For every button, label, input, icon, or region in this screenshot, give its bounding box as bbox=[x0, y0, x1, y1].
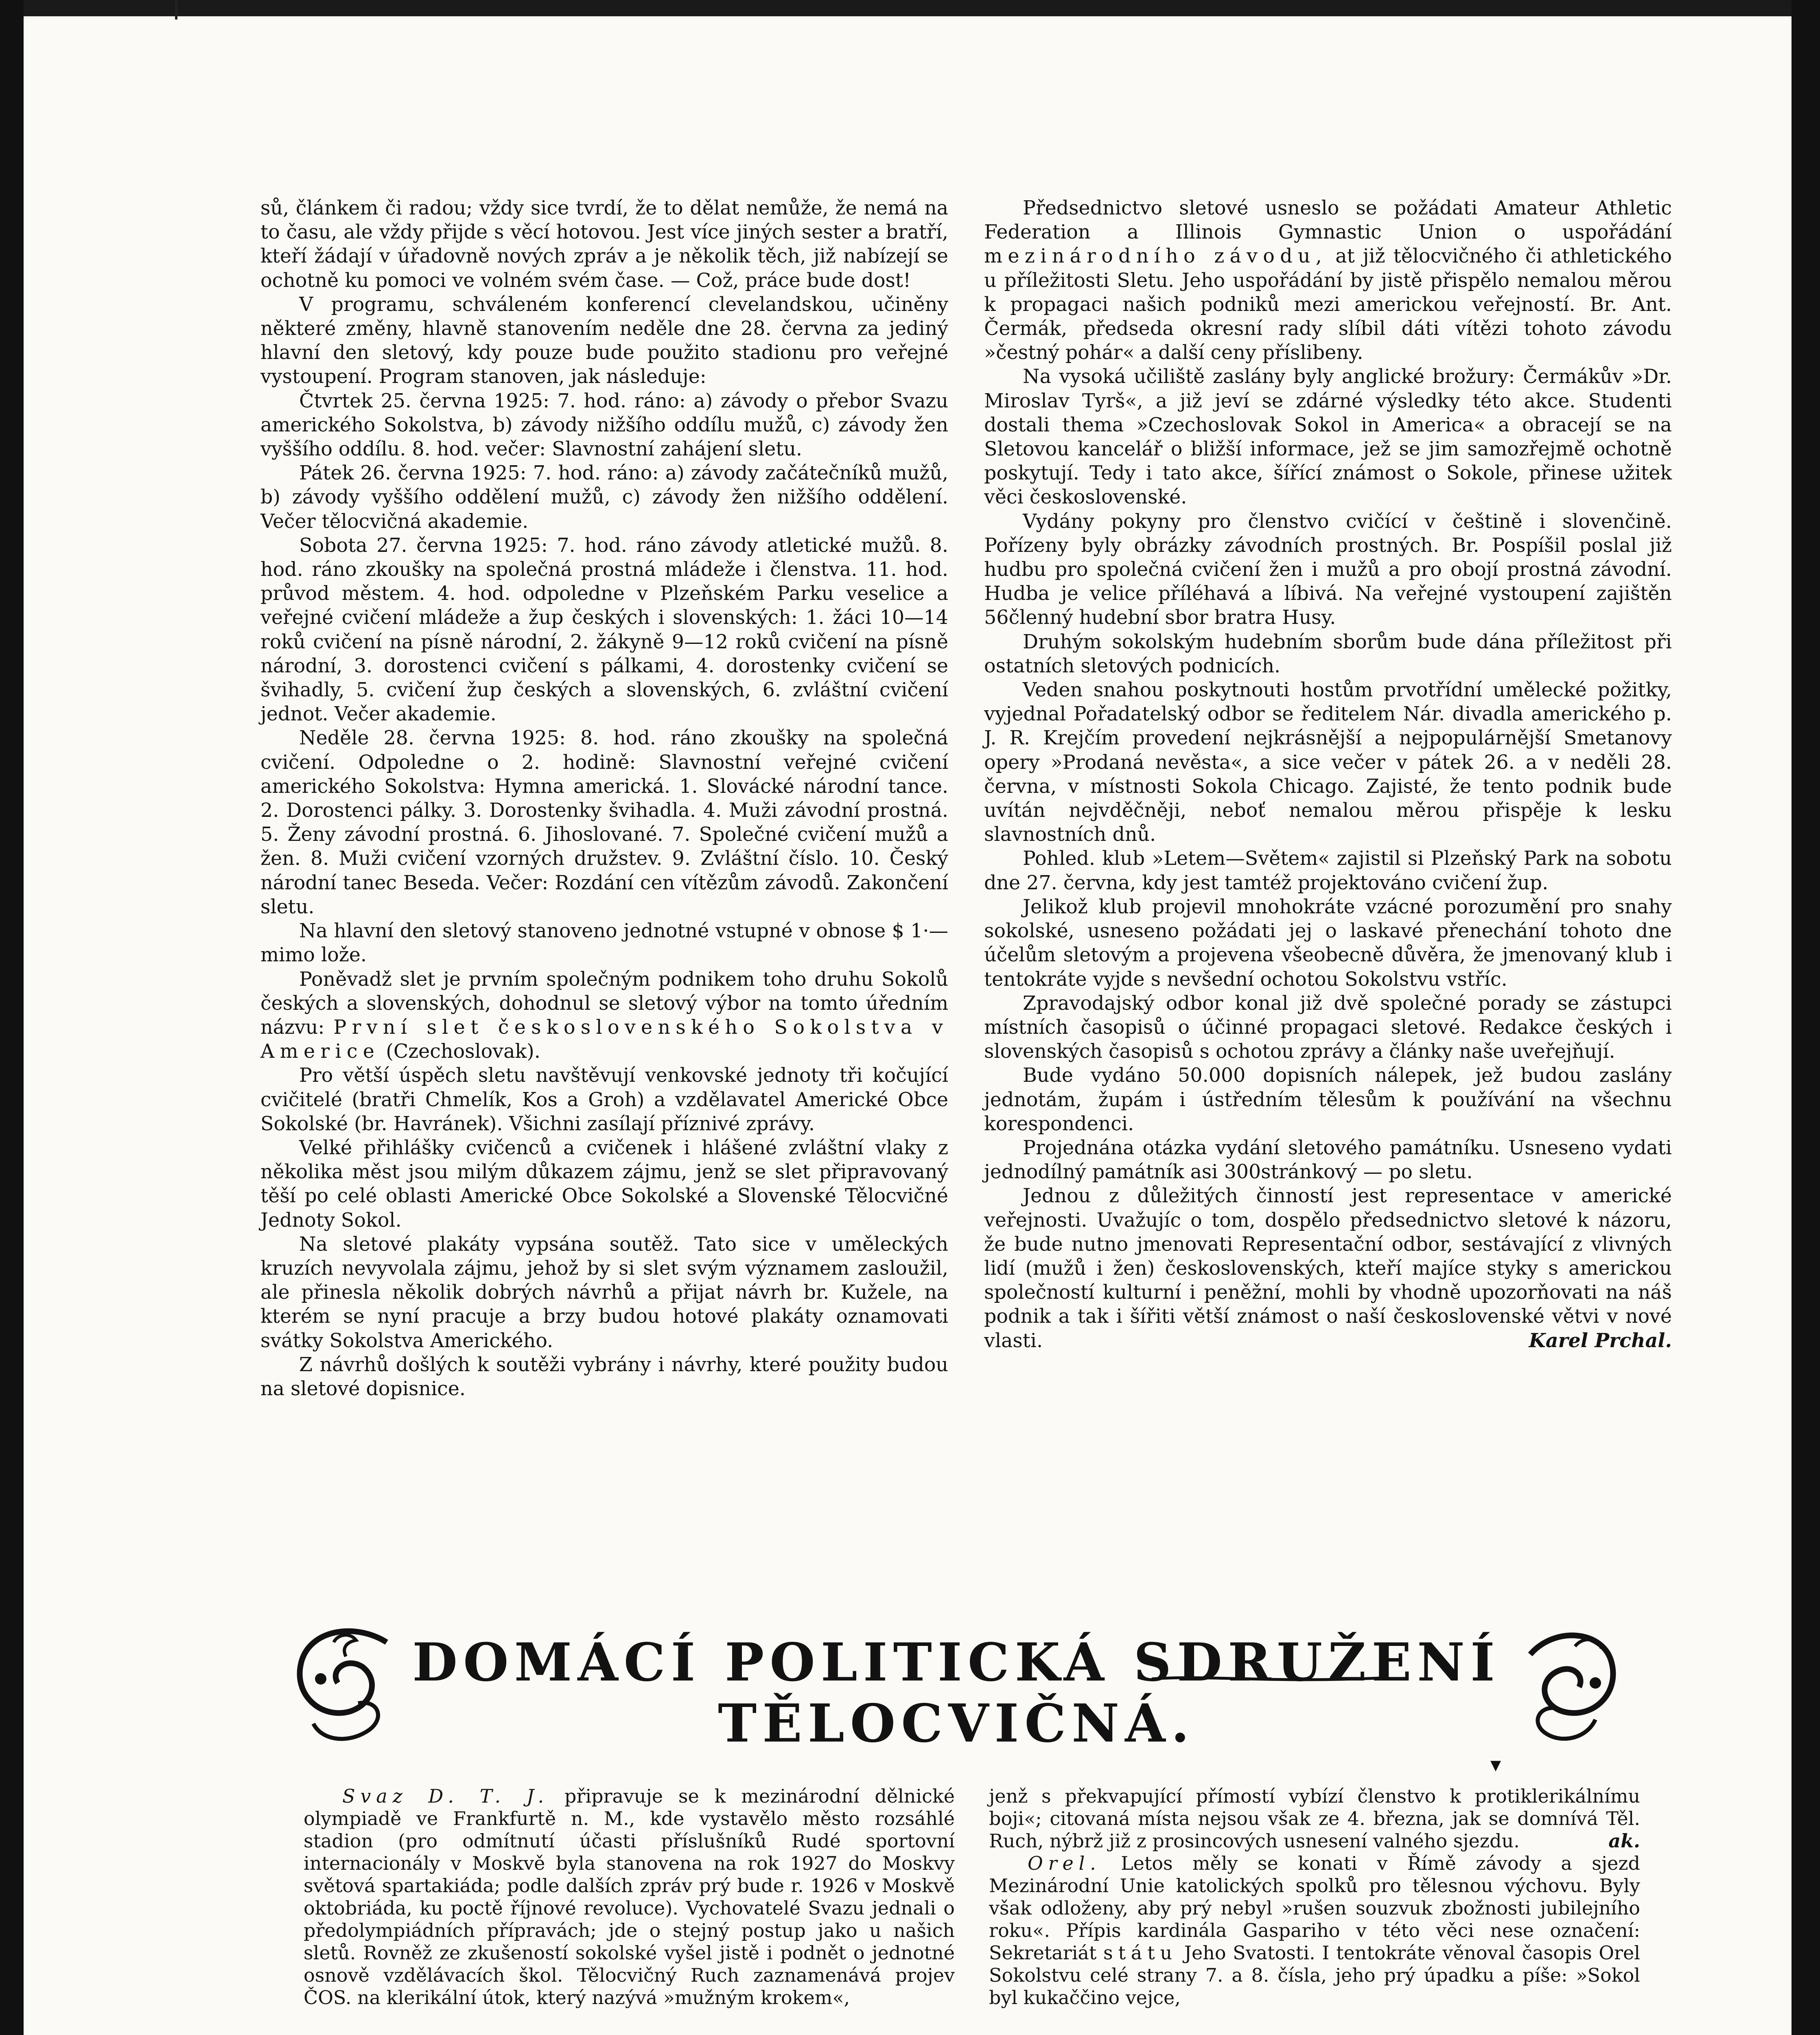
section-marker-icon: ▾ bbox=[1490, 1753, 1501, 1777]
heading-line-1: DOMÁCÍ POLITICKÁ SDRUŽENÍ bbox=[412, 1632, 1501, 1693]
paragraph-text: Jednou z důležitých činností jest representace v americké veřejnosti. Uvažujíc o tom, dospělo předsednictvo sletové k názoru, že bude nutno jmenovati Representační odbor, sestávající z vlivných lidí (mužů i žen) československých, kteří majíce styky s americkou společností kulturní i peněžní, mohli by vhodně upozorňovati na náš podnik a tak i šířiti větší známost o naší československé větvi v nové vlasti. bbox=[984, 1185, 1672, 1352]
paragraph: Pro větší úspěch sletu navštěvují venkovské jednoty tři kočující cvičitelé (bratři Chmelík, Kos a Groh) a vzdělavatel Americké Obce Sokolské (br. Havránek). Všichni zasílají příznivé zprávy. bbox=[260, 1064, 948, 1135]
paragraph-continued bbox=[989, 1785, 1640, 1852]
paragraph-svaz bbox=[304, 1785, 955, 2009]
paragraph-official-name bbox=[260, 967, 948, 1064]
top-left-column bbox=[260, 196, 948, 1401]
paragraph: Pohled. klub »Letem—Světem« zajistil si Plzeňský Park na sobotu dne 27. června, kdy jest tamtéž projektováno cvičení žup. bbox=[984, 847, 1672, 894]
bottom-left-column bbox=[304, 1785, 955, 2009]
scan-border-top bbox=[0, 0, 1820, 16]
heading-rule bbox=[1152, 1675, 1380, 1683]
author-signature: Karel Prchal. bbox=[1529, 1329, 1672, 1352]
paragraph: Na hlavní den sletový stanoveno jednotné vstupné v obnose $ 1·— mimo lože. bbox=[260, 920, 948, 967]
paragraph: Sobota 27. června 1925: 7. hod. ráno závody atletické mužů. 8. hod. ráno zkoušky na společná prostná mládeže i členstva. 11. hod. průvod městem. 4. hod. odpoledne v Plzeňském Parku veselice a veřejné cvičení mládeže a žup českých i slovenských: 1. žáci 10—14 roků cvičení na písně národní, 2. žákyně 9—12 roků cvičení na písně národní, 3. dorostenci cvičení s pálkami, 4. dorostenky cvičení se švihadly, 5. cvičení žup českých a slovenských, 6. zvláštní cvičení jednot. Večer akademie. bbox=[260, 534, 948, 726]
heading-line-2: TĚLOCVIČNÁ. bbox=[718, 1693, 1195, 1754]
paragraph: Druhým sokolským hudebním sborům bude dána příležitost při ostatních sletových podnicích. bbox=[984, 630, 1672, 677]
crop-mark bbox=[175, 0, 177, 20]
scan-border-right bbox=[1792, 0, 1820, 2035]
paragraph-text: Jeho Svatosti. I tentokráte věnoval časopis Orel Sokolstvu celé strany 7. a 8. čísla, jeho prý úpadku a píše: »Sokol byl kukaččino vejce, bbox=[989, 1942, 1640, 2009]
spaced-term: státu bbox=[1103, 1942, 1177, 1964]
paragraph: Z návrhů došlých k soutěži vybrány i návrhy, které použity budou na sletové dopisnice. bbox=[260, 1353, 948, 1400]
paragraph-last bbox=[984, 1184, 1672, 1352]
paragraph-text: Poněvadž slet je prvním společným podnikem toho druhu Sokolů českých a slovenských, dohodnul se sletový výbor na tomto úředním názvu: bbox=[260, 968, 948, 1039]
organization-name: Svaz D. T. J. bbox=[342, 1785, 549, 1807]
section-heading bbox=[285, 1618, 1628, 1752]
paragraph: Velké přihlášky cvičenců a cvičenek i hlášené zvláštní vlaky z několika měst jsou milým důkazem zájmu, jenž se slet připravovaný těší po celé oblasti Americké Obce Sokolské a Slovenské Tělocvičné Jednoty Sokol. bbox=[260, 1136, 948, 1232]
paragraph: Projednána otázka vydání sletového památníku. Usneseno vydati jednodílný památník asi 300stránkový — po sletu. bbox=[984, 1136, 1672, 1184]
paragraph-text: jenž s překvapující přímostí vybízí členstvo k protiklerikálnímu boji«; citovaná místa nejsou však ze 4. března, jak se domnívá Těl. Ruch, nýbrž již z prosincových usnesení valného sjezdu. bbox=[989, 1785, 1640, 1852]
paragraph-text: Předsednictvo sletové usneslo se požádati Amateur Athletic Federation a Illinois Gymnastic Union o uspořádání bbox=[984, 197, 1672, 244]
paragraph: sů, článkem či radou; vždy sice tvrdí, že to dělat nemůže, že nemá na to času, ale vždy přijde s věcí hotovou. Jest více jiných sester a bratří, kteří žádají v úřadovně nových zpráv a je několik těch, již nabízejí se ochotně ku pomoci ve volném svém čase. — Což, práce bude dost! bbox=[260, 197, 948, 292]
paragraph-text: připravuje se k mezinárodní dělnické olympiadě ve Frankfurtě n. M., kde vystavělo město rozsáhlé stadion (pro odmítnutí účasti příslušníků Rudé sportovní internacionály v Moskvě byla stanovena na rok 1927 do Moskvy světová spartakiáda; podle dalších zpráv prý bude r. 1926 v Moskvě oktobriáda, ku poctě říjnové revoluce). Vychovatelé Svazu jednali o předolympiádních přípravách; jde o stejný postup jako u našich sletů. Rovněž ze zkušeností sokolské vyšel jistě i podnět o jednotné osnově vzdělávacích škol. Tělocvičný Ruch zaznamenává projev ČOS. na klerikální útok, který nazývá »mužným krokem«, bbox=[304, 1785, 955, 2009]
paragraph: V programu, schváleném konferencí clevelandskou, učiněny některé změny, hlavně stanovením neděle dne 28. června za jediný hlavní den sletový, kdy pouze bude použito stadionu pro veřejné vystoupení. Program stanoven, jak následuje: bbox=[260, 293, 948, 388]
paragraph: Vydány pokyny pro členstvo cvičící v češtině i slovenčině. Pořízeny byly obrázky závodních prostných. Br. Pospíšil poslal již hudbu pro společná cvičení žen i mužů a pro obojí prostná závodní. Hudba je velice příléhavá a líbivá. Na veřejné vystoupení zajištěn 56členný hudební sbor bratra Husy. bbox=[984, 510, 1672, 629]
official-name-suffix: (Czechoslovak). bbox=[386, 1040, 540, 1063]
paragraph: Zpravodajský odbor konal již dvě společné porady se zástupci místních časopisů o účinné propagaci sletové. Redakce českých i slovenských časopisů s ochotou zprávy a články naše uveřejňují. bbox=[984, 992, 1672, 1063]
paragraph: Neděle 28. června 1925: 8. hod. ráno zkoušky na společná cvičení. Odpoledne o 2. hodině: Slavnostní veřejné cvičení amerického Sokolstva: Hymna americká. 1. Slovácké národní tance. 2. Dorostenci pálky. 3. Dorostenky švihadla. 4. Muži závodní prostná. 5. Ženy závodní prostná. 6. Jihoslované. 7. Společné cvičení mužů a žen. 8. Muži cvičení vzorných družstev. 9. Zvláštní číslo. 10. Český národní tanec Beseda. Večer: Rozdání cen vítězům závodů. Zakončení sletu. bbox=[260, 727, 948, 918]
paragraph: Bude vydáno 50.000 dopisních nálepek, jež budou zaslány jednotám, župám i ústředním tělesům k používání na všechnu korespondenci. bbox=[984, 1064, 1672, 1135]
paragraph: Veden snahou poskytnouti hostům prvotřídní umělecké požitky, vyjednal Pořadatelský odbor se ředitelem Nár. divadla amerického p. J. R. Krejčím provedení nejkrásnější a nejpopulárnější Smetanovy opery »Prodaná nevěsta«, a sice večer v pátek 26. a v neděli 28. června, v místnosti Sokola Chicago. Zajisté, že tento podnik bude uvítán nejvděčněji, neboť nemalou měrou přispěje k lesku slavnostních dnů. bbox=[984, 679, 1672, 846]
bottom-right-column bbox=[989, 1785, 1640, 2009]
top-right-column bbox=[984, 196, 1672, 1353]
paragraph: Na vysoká učiliště zaslány byly anglické brožury: Čermákův »Dr. Miroslav Tyrš«, a již jeví se zdárné výsledky této akce. Studenti dostali thema »Czechoslovak Sokol in America« a obracejí se na Sletovou kancelář o bližší informace, jež se jim samozřejmě ochotně poskytují. Tedy i tato akce, šířící známost o Sokole, přinese užitek věci československé. bbox=[984, 365, 1672, 509]
official-name-spaced: První slet československého Sokolstva v Americe bbox=[260, 1016, 948, 1063]
paragraph: Pátek 26. června 1925: 7. hod. ráno: a) závody začátečníků mužů, b) závody vyššího oddělení mužů, c) závody žen nižšího oddělení. Večer tělocvičná akademie. bbox=[260, 462, 948, 533]
right-ornament-icon bbox=[1514, 1618, 1628, 1752]
paragraph-orel bbox=[989, 1852, 1640, 2009]
paragraph: Na sletové plakáty vypsána soutěž. Tato sice v uměleckých kruzích nevyvolala zájmu, jehož by si slet svým významem zasloužil, ale přinesla několik dobrých návrhů a přijat návrh br. Kužele, na kterém se nyní pracuje a brzy budou hotové plakáty oznamovati svátky Sokolstva Amerického. bbox=[260, 1233, 948, 1352]
organization-name: Orel. bbox=[1028, 1852, 1101, 1874]
paragraph-international-race bbox=[984, 196, 1672, 365]
paragraph: Čtvrtek 25. června 1925: 7. hod. ráno: a) závody o přebor Svazu amerického Sokolstva, b) závody nižšího oddílu mužů, c) závody žen vyššího oddílu. 8. hod. večer: Slavnostní zahájení sletu. bbox=[260, 389, 948, 461]
paragraph-text: Letos měly se konati v Římě závody a sjezd Mezinárodní Unie katolických spolků pro tělesnou výchovu. Byly však odloženy, aby prý nebyl »rušen souzvuk zbožnosti jubilejního roku«. Přípis kardinála Gaspariho v této věci nese označení: Sekretariát bbox=[989, 1852, 1641, 1964]
paragraph: Jelikož klub projevil mnohokráte vzácné porozumění pro snahy sokolské, usneseno požádati jej o laskavé přenechání tohoto dne účelům sletovým a projevena všeobecně důvěra, že jmenovaný klub i tentokráte vyjde s nevšední ochotou Sokolstvu vstříc. bbox=[984, 895, 1672, 991]
paragraph-text: at již tělocvičného či athletického u příležitosti Sletu. Jeho uspořádání by jistě přispělo nemalou měrou k propagaci našich podniků mezi americkou veřejností. Br. Ant. Čermák, předseda okresní rady slíbil dáti vítězi tohoto závodu »čestný pohár« a další ceny příslibeny. bbox=[984, 245, 1672, 364]
spaced-term: mezinárodního závodu, bbox=[984, 245, 1328, 268]
author-initials: ak. bbox=[1608, 1830, 1640, 1852]
scan-border-left bbox=[0, 0, 24, 2035]
